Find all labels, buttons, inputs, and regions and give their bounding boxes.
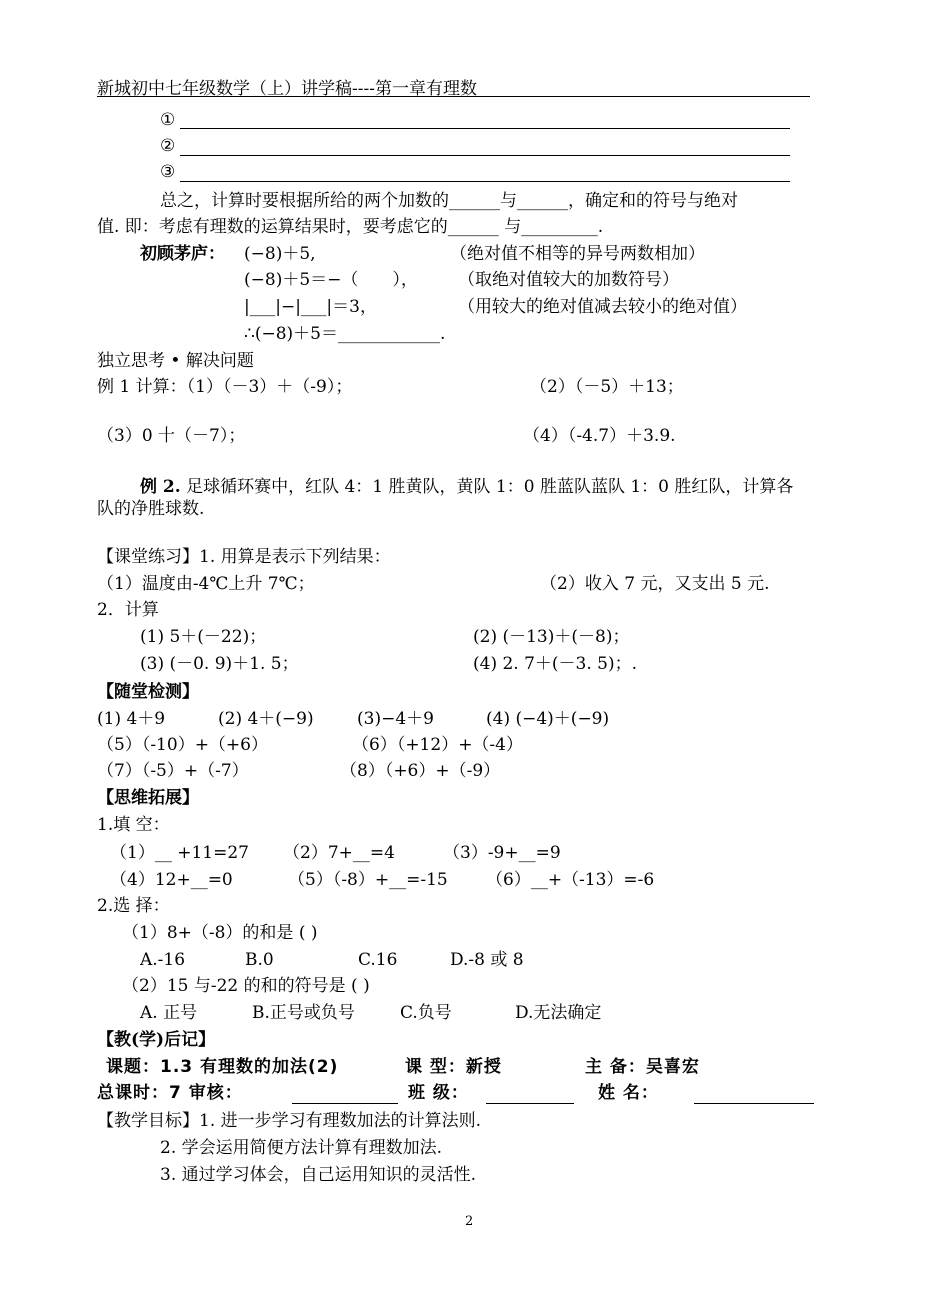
example2-text-2: 队的净胜球数. [97,499,205,519]
choice-q1-c: C.16 [358,950,398,970]
lead-value: 吴喜宏 [645,1057,700,1077]
trial-expr-3: |___|−|___|＝3， [244,297,377,317]
type-value: 新授 [465,1057,502,1077]
review-blank [292,1103,398,1104]
step-1-marker: ① [160,110,176,130]
practice-q1a: （1）温度由-4℃上升 7℃； [97,574,315,594]
example1-label: 例 1 计算：（1）（－3）＋（-9）； [97,377,353,397]
summary-line-1: 总之，计算时要根据所给的两个加数的______与______，确定和的符号与绝对 [160,191,738,211]
class-label: 班 级： [408,1083,469,1103]
type-label: 课 型： [405,1057,466,1077]
trial-expr-2: (−8)＋5＝−（ ）， [244,270,418,290]
name-blank [694,1103,814,1104]
hours-value: 7 [169,1083,182,1103]
step-3-line [180,181,790,182]
trial-expr-4: ∴(−8)＋5＝____________. [244,324,446,344]
practice-title: 【课堂练习】1. 用算是表示下列结果： [97,547,391,567]
trial-note-2: （取绝对值较大的加数符号） [458,270,679,290]
practice-q2: 2．计算 [97,600,159,620]
fill-3: （3）-9+__=9 [443,843,561,863]
fill-2: （2）7+__=4 [283,843,395,863]
check-4: (4) (−4)＋(−9) [486,709,610,729]
goal-1: 1. 进一步学习有理数加法的计算法则. [199,1111,482,1131]
section-think: 独立思考 • 解决问题 [97,351,254,371]
class-blank [486,1103,574,1104]
fill-1: （1）__ +11=27 [110,843,249,863]
trial-note-1: （绝对值不相等的异号两数相加） [450,244,705,264]
step-3-marker: ③ [160,162,176,182]
fill-4: （4）12+__=0 [110,870,233,890]
topic-label: 课题： [106,1057,160,1077]
choice-q2-b: B.正号或负号 [252,1003,355,1023]
check-7: （7）（-5）+（-7） [97,761,249,781]
practice-r2a: (3) (－0. 9)＋1. 5； [140,654,299,674]
extend-title: 【思维拓展】 [97,788,199,808]
choice-q1-a: A.-16 [140,950,186,970]
step-2-marker: ② [160,136,176,156]
choice-q2-c: C.负号 [400,1003,452,1023]
practice-r1a: (1) 5＋(－22)； [140,627,267,647]
trial-label: 初顾茅庐： [140,244,225,264]
hours-label: 总课时： [97,1083,169,1103]
example2-text-1: 足球循环赛中，红队 4：1 胜黄队，黄队 1：0 胜蓝队蓝队 1：0 胜红队，计算各 [180,477,794,497]
practice-r1b: (2) (－13)＋(－8)； [473,627,630,647]
header-title: 新城初中七年级数学（上）讲学稿----第一章有理数 [97,79,477,99]
name-label: 姓 名： [598,1083,659,1103]
choice-title: 2.选 择： [97,896,170,916]
fill-5: （5）（-8）+__=-15 [288,870,448,890]
practice-q1b: （2）收入 7 元，又支出 5 元. [540,574,770,594]
example1-item-2: （2）（－5）＋13； [530,377,684,397]
postscript-title: 【教(学)后记】 [97,1030,216,1050]
choice-q2-a: A. 正号 [140,1003,198,1023]
choice-q2: （2）15 与-22 的和的符号是 ( ) [122,976,370,996]
summary-line-2: 值. 即：考虑有理数的运算结果时，要考虑它的______ 与_________. [97,217,604,237]
check-3: (3)−4＋9 [357,709,434,729]
choice-q1-b: B.0 [245,950,274,970]
lead-label: 主 备： [585,1057,646,1077]
fill-6: （6）__+（-13）=-6 [486,870,655,890]
check-1: (1) 4＋9 [97,709,166,729]
choice-q1: （1）8+（-8）的和是 ( ) [122,923,318,943]
fill-title: 1.填 空： [97,815,170,835]
check-8: （8）（+6）+（-9） [340,761,501,781]
review-label: 审核： [188,1083,243,1103]
goals-title: 【教学目标】 [97,1111,199,1131]
page-header [97,74,810,97]
example2-label: 例 2. [140,477,181,497]
choice-q1-d: D.-8 或 8 [450,950,524,970]
practice-r2b: (4) 2. 7＋(－3. 5)；. [473,654,638,674]
page-number: 2 [465,1214,474,1229]
trial-expr-1: (−8)＋5, [244,244,316,264]
example1-item-4: （4）（-4.7）＋3.9. [523,426,676,446]
check-5: （5）（-10）+（+6） [97,735,268,755]
trial-note-3: （用较大的绝对值减去较小的绝对值） [458,297,747,317]
example1-item-3: （3）0 十（－7）； [97,426,246,446]
check-2: (2) 4＋(−9) [218,709,314,729]
step-1-line [180,128,790,129]
choice-q2-d: D.无法确定 [515,1003,602,1023]
topic-value: 1.3 有理数的加法(2) [160,1057,339,1077]
check-title: 【随堂检测】 [97,682,199,702]
goal-3: 3. 通过学习体会，自己运用知识的灵活性. [160,1165,477,1185]
check-6: （6）（+12）+（-4） [352,735,523,755]
step-2-line [180,155,790,156]
goal-2: 2. 学会运用简便方法计算有理数加法. [160,1138,443,1158]
